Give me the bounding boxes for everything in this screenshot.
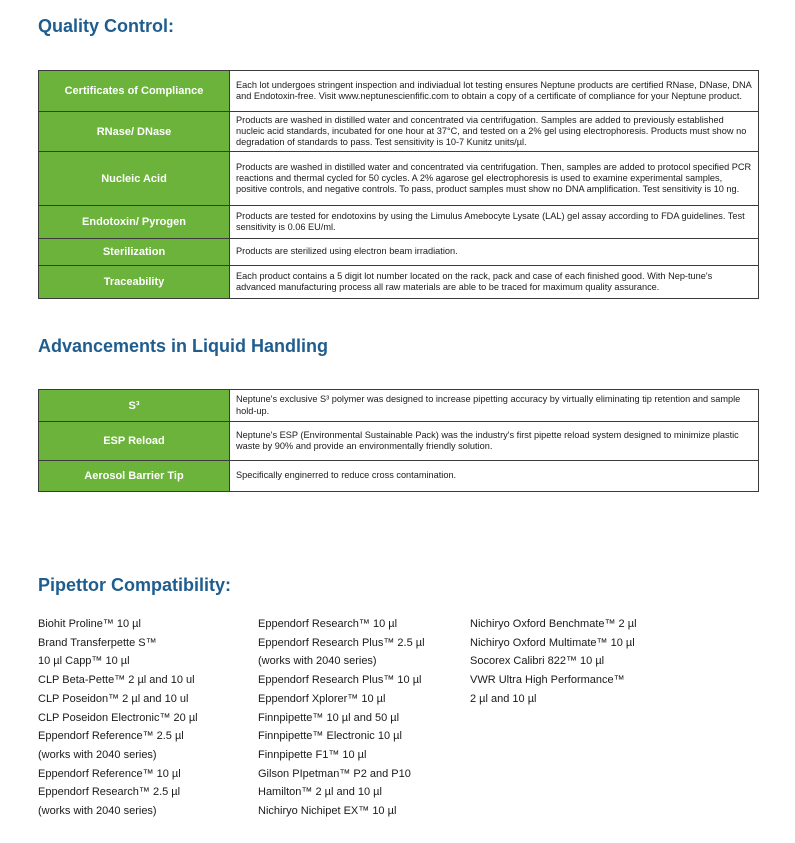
row-label: Traceability xyxy=(39,266,230,299)
quality-control-heading: Quality Control: xyxy=(38,16,174,36)
list-item: (works with 2040 series) xyxy=(38,805,157,818)
list-item: Nichiryo Oxford Multimate™ 10 µl xyxy=(470,636,635,649)
list-item: Eppendorf Research™ 2.5 µl xyxy=(38,786,181,799)
row-label: ESP Reload xyxy=(39,422,230,461)
liquid-handling-table xyxy=(38,389,759,492)
list-item: Biohit Proline™ 10 µl xyxy=(38,618,141,630)
list-item: VWR Ultra High Performance™ xyxy=(470,674,625,687)
table-row xyxy=(39,152,759,206)
row-description: Neptune's ESP (Environmental Sustainable Pack) was the industry's first pipette reload system designed to minimize plastic waste by 90% and provide an environmentally friendly solution. xyxy=(230,422,759,461)
table-row xyxy=(39,390,759,422)
row-label: RNase/ DNase xyxy=(39,112,230,152)
list-item: Eppendorf Research™ 10 µl xyxy=(258,618,398,630)
table-row xyxy=(39,422,759,461)
row-description: Products are tested for endotoxins by using the Limulus Amebocyte Lysate (LAL) gel assay according to FDA guidelines. Test sensitivity is 0.06 EU/ml. xyxy=(230,206,759,239)
row-label: Certificates of Compliance xyxy=(39,71,230,112)
list-item: Nichiryo Oxford Benchmate™ 2 µl xyxy=(470,618,637,630)
list-item: Eppendorf Xplorer™ 10 µl xyxy=(258,692,386,705)
table-row xyxy=(39,266,759,299)
list-item: (works with 2040 series) xyxy=(258,655,377,668)
row-description: Products are washed in distilled water and concentrated via centrifugation. Samples are added to previously established nucleic acid standards, incubated for one hour at 37°C, and tested on a 2% gel using electrophoresis. Products must show no degradation of standards to pass. Test sensitivity is 10-7 Kunitz units/µl. xyxy=(230,112,759,152)
compat-column-1 xyxy=(38,615,198,821)
list-item: Socorex Calibri 822™ 10 µl xyxy=(470,655,605,668)
row-label: Sterilization xyxy=(39,239,230,266)
list-item: CLP Poseidon Electronic™ 20 µl xyxy=(38,711,198,724)
compat-column-2 xyxy=(258,615,425,821)
quality-control-table xyxy=(38,70,759,299)
row-label: Nucleic Acid xyxy=(39,152,230,206)
list-item: 10 µl Capp™ 10 µl xyxy=(38,655,130,668)
row-label: Aerosol Barrier Tip xyxy=(39,461,230,492)
list-item: Eppendorf Reference™ 2.5 µl xyxy=(38,730,184,743)
list-item: Finnpipette F1™ 10 µl xyxy=(258,748,367,761)
list-item: Hamilton™ 2 µl and 10 µl xyxy=(258,786,382,799)
row-description: Each lot undergoes stringent inspection and indiviadual lot testing ensures Neptune products are certified RNase, DNase, DNA and Endotoxin-free. Visit www.neptunescienfific.com to obtain a copy of a certificate of compliance for your Neptune product. xyxy=(230,71,759,112)
list-item: Gilson PIpetman™ P2 and P10 xyxy=(258,767,411,780)
row-description: Specifically enginerred to reduce cross contamination. xyxy=(230,461,759,492)
row-description: Products are sterilized using electron beam irradiation. xyxy=(230,239,759,266)
compat-column-3 xyxy=(470,615,637,709)
row-description: Neptune's exclusive S³ polymer was designed to increase pipetting accuracy by virtually eliminating tip retention and sample hold-up. xyxy=(230,390,759,422)
list-item: Eppendorf Research Plus™ 2.5 µl xyxy=(258,636,425,649)
list-item: Finnpipette™ 10 µl and 50 µl xyxy=(258,711,400,724)
list-item: CLP Beta-Pette™ 2 µl and 10 ul xyxy=(38,674,195,687)
list-item: Eppendorf Research Plus™ 10 µl xyxy=(258,674,422,687)
list-item: CLP Poseidon™ 2 µl and 10 ul xyxy=(38,692,189,705)
row-description: Each product contains a 5 digit lot number located on the rack, pack and case of each finished good. With Nep-tune's advanced manufacturing process all raw materials are able to be traced for maximum quality assurance. xyxy=(230,266,759,299)
list-item: Finnpipette™ Electronic 10 µl xyxy=(258,730,402,743)
list-item: 2 µl and 10 µl xyxy=(470,692,537,705)
table-row xyxy=(39,239,759,266)
table-row xyxy=(39,112,759,152)
table-row xyxy=(39,461,759,492)
row-label: Endotoxin/ Pyrogen xyxy=(39,206,230,239)
row-description: Products are washed in distilled water and concentrated via centrifugation. Then, samples are added to protocol specified PCR reactions and thermal cycled for 50 cycles. A 2% agarose gel electrophoresis is used to examine experimental samples, positive controls, and negative controls. To pass, product samples must show no DNA amplification. Test sensitivity is 10 ng. xyxy=(230,152,759,206)
liquid-handling-heading: Advancements in Liquid Handling xyxy=(38,336,329,356)
pipettor-compatibility-heading: Pipettor Compatibility: xyxy=(38,575,231,595)
table-row xyxy=(39,206,759,239)
list-item: Brand Transferpette S™ xyxy=(38,636,157,649)
list-item: Eppendorf Reference™ 10 µl xyxy=(38,767,181,780)
table-row xyxy=(39,71,759,112)
row-label: S³ xyxy=(39,390,230,422)
list-item: Nichiryo Nichipet EX™ 10 µl xyxy=(258,805,397,818)
list-item: (works with 2040 series) xyxy=(38,748,157,761)
